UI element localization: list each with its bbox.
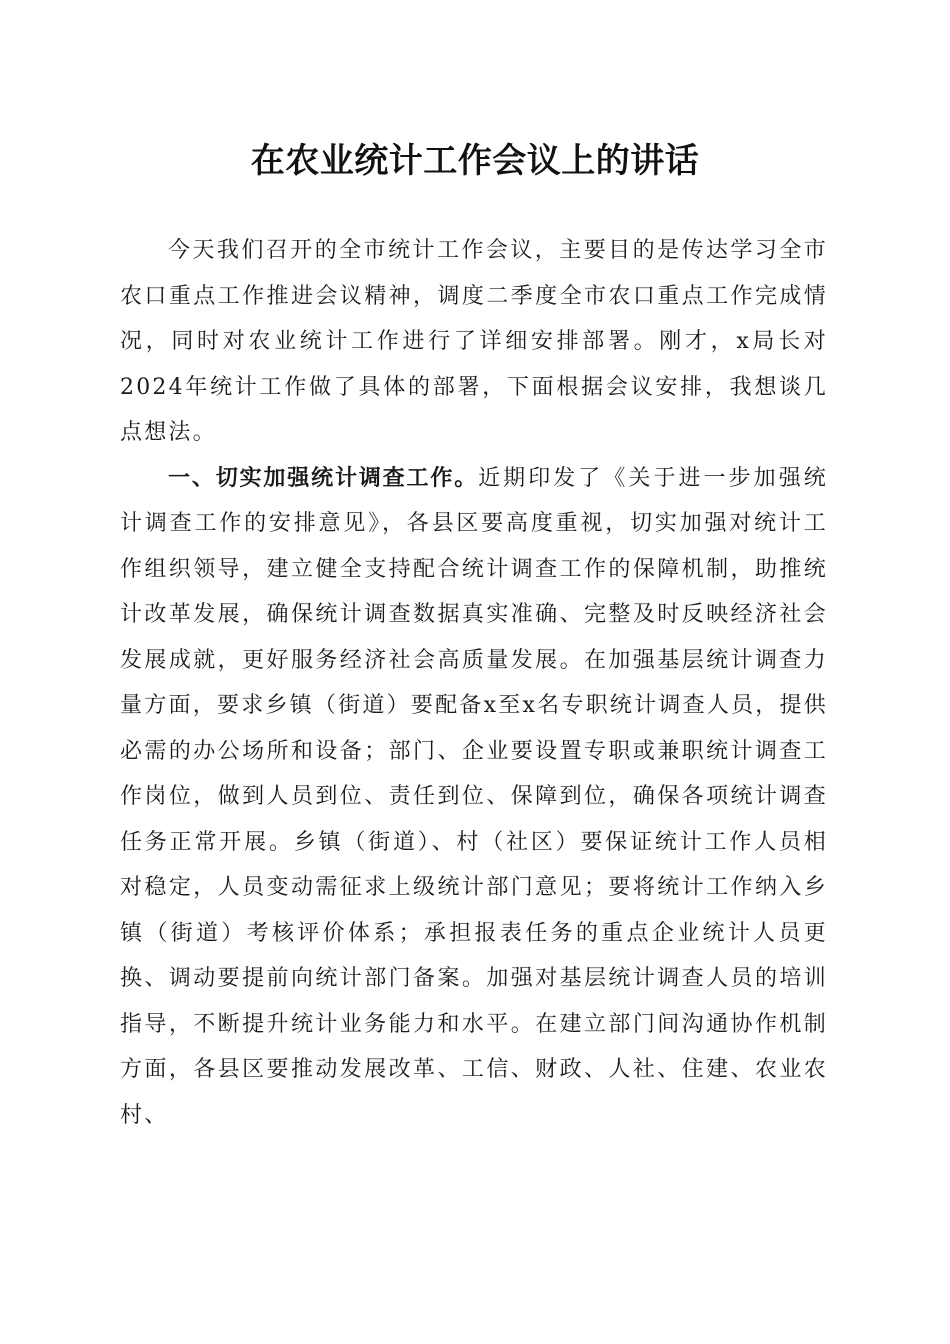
document-body [120, 228, 828, 1138]
intro-paragraph-text: 今天我们召开的全市统计工作会议，主要目的是传达学习全市农口重点工作推进会议精神，调度二季度全市农口重点工作完成情况，同时对农业统计工作进行了详细安排部署。刚才，x局长对2024年统计工作做了具体的部署，下面根据会议安排，我想谈几点想法。 [120, 238, 828, 445]
section-1-text: 近期印发了《关于进一步加强统计调查工作的安排意见》，各县区要高度重视，切实加强对统计工作组织领导，建立健全支持配合统计调查工作的保障机制，助推统计改革发展，确保统计调查数据真实准确、完整及时反映经济社会发展成就，更好服务经济社会高质量发展。在加强基层统计调查力量方面，要求乡镇（街道）要配备x至x名专职统计调查人员，提供必需的办公场所和设备；部门、企业要设置专职或兼职统计调查工作岗位，做到人员到位、责任到位、保障到位，确保各项统计调查任务正常开展。乡镇（街道）、村（社区）要保证统计工作人员相对稳定，人员变动需征求上级统计部门意见；要将统计工作纳入乡镇（街道）考核评价体系；承担报表任务的重点企业统计人员更换、调动要提前向统计部门备案。加强对基层统计调查人员的培训指导，不断提升统计业务能力和水平。在建立部门间沟通协作机制方面，各县区要推动发展改革、工信、财政、人社、住建、农业农村、 [120, 465, 828, 1128]
section-1-paragraph [120, 456, 828, 1139]
intro-paragraph [120, 228, 828, 456]
document-title: 在农业统计工作会议上的讲话 [250, 141, 700, 181]
section-1-heading: 一、切实加强统计调查工作。 [168, 465, 479, 491]
